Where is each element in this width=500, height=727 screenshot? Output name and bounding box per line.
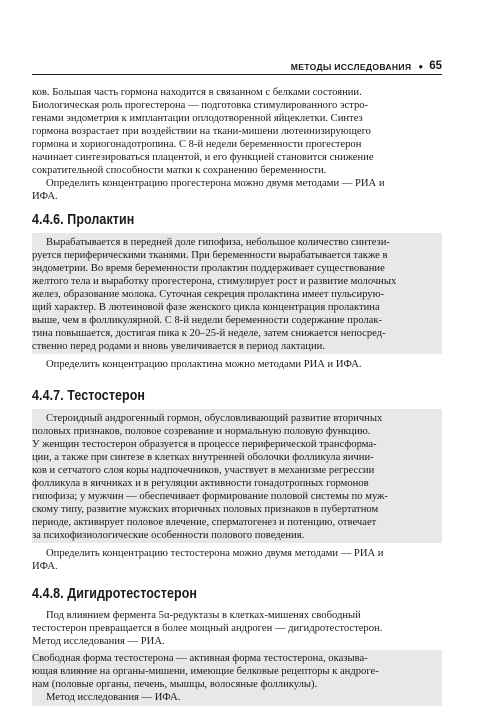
text-line: гормона возрастает при воздействии на ткани-мишени лютеинизирующего: [32, 126, 371, 138]
prolactin-paragraph: [32, 236, 442, 353]
text-line: выше, чем в фолликулярной. С 8-й недели беременности содержание пролак-: [32, 315, 383, 327]
text-line: сократительной способности матки к сохранению беременности.: [32, 165, 327, 177]
text-line: гипофиза; у мужчин — обеспечивает формирование половой системы по муж-: [32, 491, 388, 503]
text-line: начинает синтезироваться плацентой, и его функцией становится снижение: [32, 152, 374, 164]
heading-testosterone: 4.4.7. Тестостерон: [32, 388, 146, 404]
text-line: ции, а также при синтезе в клетках внутренней оболочки фолликула яични-: [32, 452, 374, 464]
method-line: Определить концентрацию прогестерона можно двумя методами — РИА и: [46, 178, 385, 190]
text-line: Биологическая роль прогестерона — подготовка стимулированного эстро-: [32, 100, 369, 112]
text-line: за психофизиологические особенности полового поведения.: [32, 530, 305, 542]
text-line: желтого тела и выработку прогестерона, стимулирует рост и развитие молочных: [32, 276, 397, 288]
text-line: ющая влияние на органы-мишени, имеющие белковые рецепторы к андроге-: [32, 666, 379, 678]
text-line: скому типу, развитие мужских вторичных половых признаков в пубертатном: [32, 504, 379, 516]
running-header: [32, 52, 442, 75]
text-line: Под влиянием фермента 5α-редуктазы в клетках-мишенях свободный: [46, 610, 361, 621]
text-line: Свободная форма тестостерона — активная форма тестостерона, оказыва-: [32, 653, 368, 664]
method-line: ИФА.: [32, 561, 58, 573]
text-line: нам (половые органы, печень, мышцы, волосяные фолликулы).: [32, 679, 318, 691]
prolactin-method: [32, 358, 442, 371]
heading-dihydrotestosterone: 4.4.8. Дигидротестостерон: [32, 586, 198, 602]
text-line: Стероидный андрогенный гормон, обусловливающий развитие вторичных: [46, 413, 383, 424]
text-line: генами эндометрия к имплантации оплодотворенной яйцеклетки. Синтез: [32, 113, 363, 125]
method-line: Определить концентрацию тестостерона можно двумя методами — РИА и: [46, 548, 384, 559]
text-line: желез, образование молока. Суточная секреция пролактина имеет пульсирую-: [32, 289, 385, 301]
text-line: ков и сетчатого слоя коры надпочечников, участвует в механизме регрессии: [32, 465, 375, 477]
bullet-separator: ●: [418, 62, 424, 71]
page-number: 65: [429, 60, 442, 72]
method-line: ИФА.: [32, 191, 58, 203]
text-line: ков. Большая часть гормона находится в связанном с белками состоянии.: [32, 87, 362, 98]
dht-paragraph: [32, 609, 442, 648]
text-line: фолликула в яичниках и в регуляции активности гонадотропных гормонов: [32, 478, 369, 490]
method-line: Метод исследования — ИФА.: [46, 692, 181, 704]
testosterone-method: [32, 547, 442, 573]
text-line: тестостерон превращается в более мощный андроген — дигидротестостерон.: [32, 623, 383, 635]
text-line: периоде, активирует половое влечение, сперматогенез и потенцию, отвечает: [32, 517, 377, 529]
text-line: ственно перед родами и вновь увеличивается в период лактации.: [32, 341, 325, 353]
text-line: тина повышается, достигая пика к 20–25-й неделе, затем снижается непосред-: [32, 328, 386, 340]
method-line: Определить концентрацию пролактина можно методами РИА и ИФА.: [46, 359, 362, 370]
heading-prolactin: 4.4.6. Пролактин: [32, 212, 135, 228]
text-line: руется периферическими тканями. При беременности вырабатывается также в: [32, 250, 388, 262]
intro-paragraph: [32, 86, 442, 203]
testosterone-paragraph: [32, 412, 442, 542]
text-line: щий характер. В лютеиновой фазе женского цикла концентрация пролактина: [32, 302, 380, 314]
text-line: Вырабатывается в передней доле гипофиза, небольшое количество синтези-: [46, 237, 390, 248]
text-line: У женщин тестостерон образуется в процессе периферической трансформа-: [32, 439, 377, 451]
section-title: МЕТОДЫ ИССЛЕДОВАНИЯ: [290, 62, 412, 72]
text-line: эндометрии. Во время беременности пролактин поддерживает существование: [32, 263, 385, 275]
text-line: половых признаков, половое созревание и нормальную половую функцию.: [32, 426, 371, 438]
text-line: Метод исследования — РИА.: [32, 636, 165, 648]
text-line: гормона и хориогонадотропина. С 8-й недели беременности прогестерон: [32, 139, 362, 151]
free-testosterone-paragraph: [32, 652, 442, 704]
